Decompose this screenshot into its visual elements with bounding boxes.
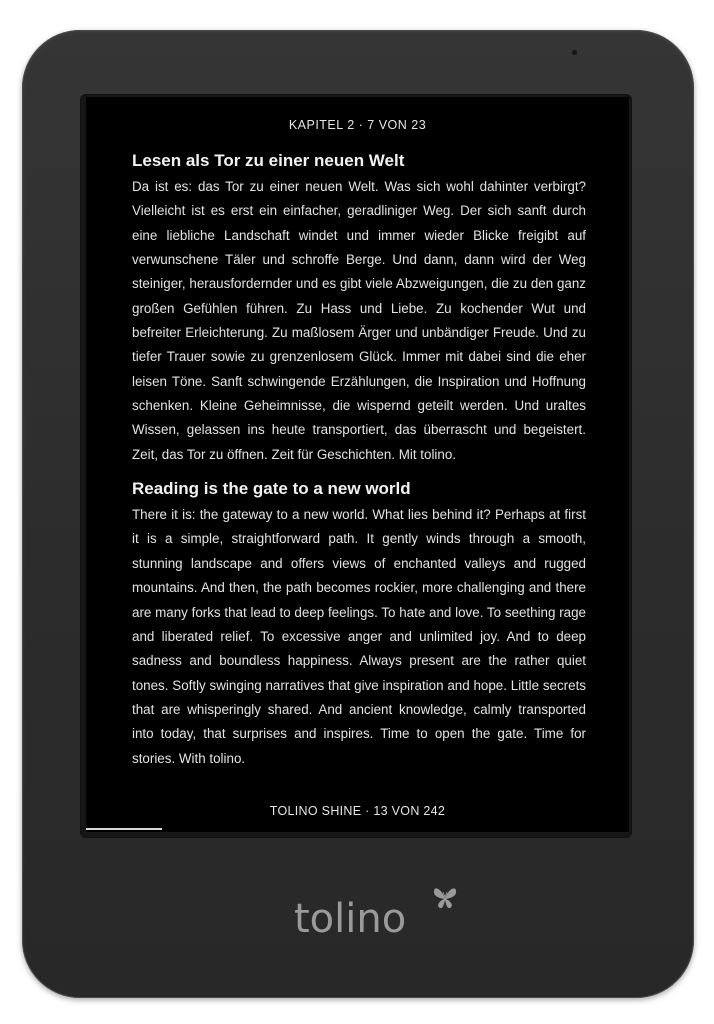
- section-title: Reading is the gate to a new world: [132, 479, 411, 499]
- section-english: [132, 479, 586, 771]
- section-body: There it is: the gateway to a new world. What lies behind it? Perhaps at first it is a simple, straightforward path. It gently winds through a smooth, stunning landscape and offers views of enchanted valleys and rugged mountains. And then, the path becomes rockier, more challenging and there are many forks that lead to deep feelings. To hate and love. To seething rage and liberated relief. To excessive anger and unlimited joy. And to deep sadness and boundless happiness. Always present are the rather quiet tones. Softly swinging narratives that give inspiration and hope. Little secrets that are whisperingly shared. And ancient knowledge, calmly transported into today, that surprises and inspires. Time to open the gate. Time for stories. With tolino.: [132, 507, 586, 766]
- section-title: Lesen als Tor zu einer neuen Welt: [132, 151, 405, 170]
- tolino-logo: [294, 888, 464, 948]
- light-sensor: [572, 50, 577, 55]
- book-status: TOLINO SHINE · 13 VON 242: [269, 804, 446, 818]
- reading-progress-fill: [86, 828, 162, 830]
- chapter-indicator: KAPITEL 2 · 7 VON 23: [288, 118, 427, 132]
- reading-progress-bar: [86, 828, 629, 830]
- reader-screen[interactable]: [86, 97, 629, 832]
- section-german: [132, 151, 586, 467]
- butterfly-icon: [430, 882, 460, 912]
- logo-text: tolino: [294, 896, 407, 942]
- section-body: Da ist es: das Tor zu einer neuen Welt. Was sich wohl dahinter verbirgt? Vielleicht ist es erst ein einfacher, geradliniger Weg. Der sich sanft durch eine liebliche Landschaft windet und immer wieder Blicke freigibt auf verwunschene Täler und schroffe Berge. Und dann, dann wird der Weg steiniger, herausfordernder und es gibt viele Abzweigungen, die zu den ganz großen Gefühlen führen. Zu Hass und Liebe. Zu kochender Wut und befreiter Erleichterung. Zu maßlosem Ärger und unbändiger Freude. Und zu tiefer Trauer sowie zu grenzenlosem Glück. Immer mit dabei sind die eher leisen Töne. Sanft schwingende Erzählungen, die Inspiration und Hoffnung schenken. Kleine Geheimnisse, die wispernd geteilt werden. Und uraltes Wissen, gelassen ins heute transportiert, das überrascht und begeistert. Zeit, das Tor zu öffnen. Zeit für Geschichten. Mit tolino.: [132, 179, 586, 462]
- page-content: [132, 151, 586, 771]
